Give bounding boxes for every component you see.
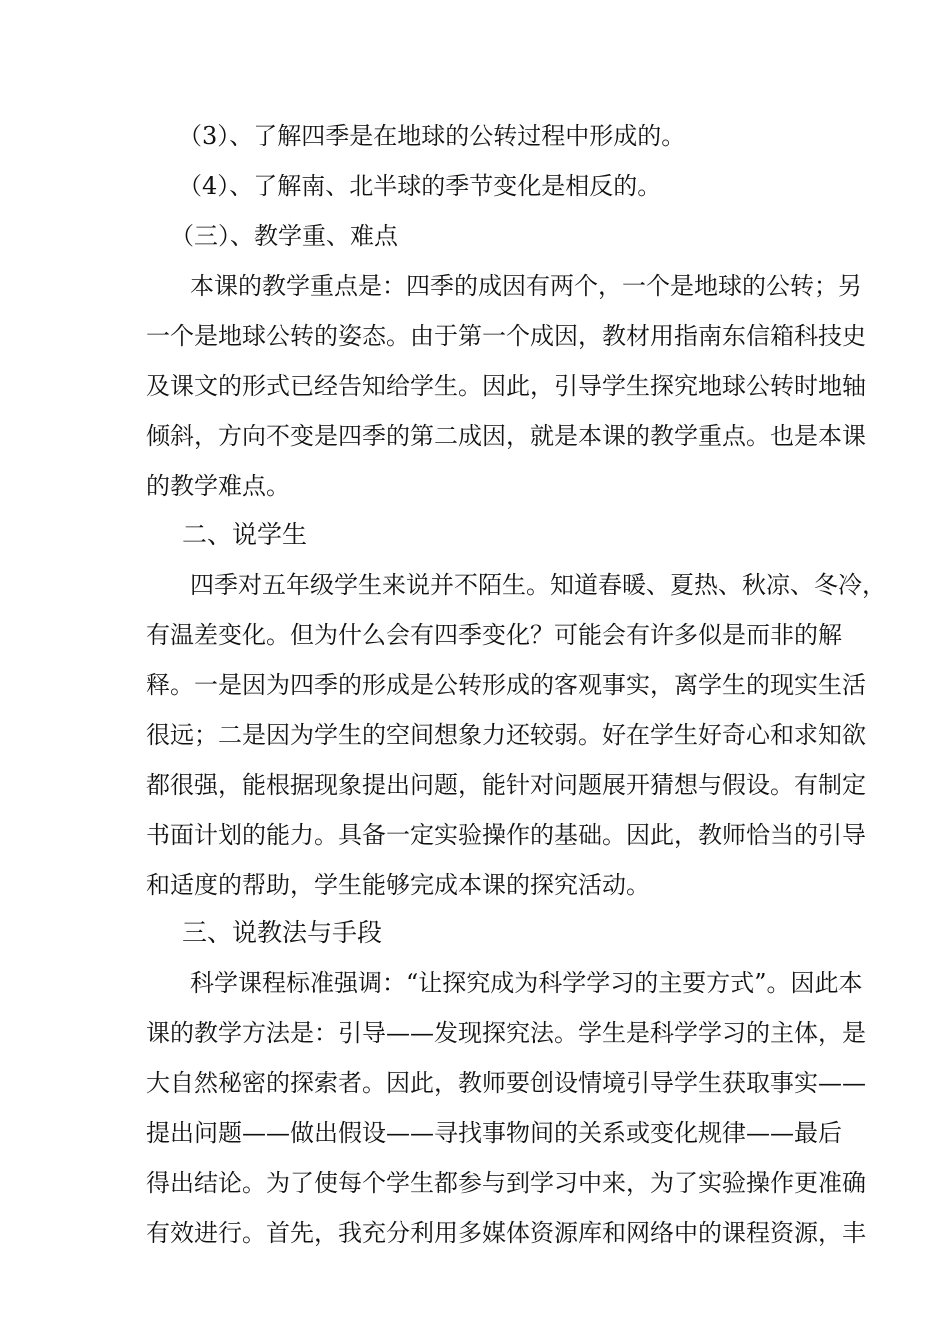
students-line: 都很强，能根据现象提出问题，能针对问题展开猜想与假设。有制定: [146, 771, 866, 799]
methods-heading: 三、说教法与手段: [182, 918, 383, 947]
methods-line: 大自然秘密的探索者。因此，教师要创设情境引导学生获取事实——: [146, 1069, 866, 1097]
students-line: 四季对五年级学生来说并不陌生。知道春暖、夏热、秋凉、冬冷，: [190, 571, 886, 599]
methods-line: 课的教学方法是：引导——发现探究法。学生是科学学习的主体，是: [146, 1019, 866, 1047]
methods-line: 得出结论。为了使每个学生都参与到学习中来，为了实验操作更准确: [146, 1169, 866, 1197]
objective-item-4: （4）、了解南、北半球的季节变化是相反的。: [178, 172, 662, 200]
students-line: 释。一是因为四季的形成是公转形成的客观事实，离学生的现实生活: [146, 671, 866, 699]
students-line: 很远；二是因为学生的空间想象力还较弱。好在学生好奇心和求知欲: [146, 721, 866, 749]
key-points-line: 及课文的形式已经告知给学生。因此，引导学生探究地球公转时地轴: [146, 372, 866, 400]
students-line: 和适度的帮助，学生能够完成本课的探究活动。: [146, 871, 650, 899]
key-points-line: 本课的教学重点是：四季的成因有两个，一个是地球的公转；另: [190, 272, 862, 300]
students-line: 有温差变化。但为什么会有四季变化？可能会有许多似是而非的解: [146, 621, 842, 649]
students-heading: 二、说学生: [182, 520, 308, 549]
key-points-line: 一个是地球公转的姿态。由于第一个成因，教材用指南东信箱科技史: [146, 322, 866, 350]
key-points-heading: （三）、教学重、难点: [170, 222, 398, 250]
methods-line: 有效进行。首先，我充分利用多媒体资源库和网络中的课程资源，丰: [146, 1219, 866, 1247]
objective-item-3: （3）、了解四季是在地球的公转过程中形成的。: [178, 122, 686, 150]
methods-line: 提出问题——做出假设——寻找事物间的关系或变化规律——最后: [146, 1119, 842, 1147]
students-line: 书面计划的能力。具备一定实验操作的基础。因此，教师恰当的引导: [146, 821, 866, 849]
methods-line: 科学课程标准强调：“让探究成为科学学习的主要方式”。因此本: [190, 969, 863, 997]
key-points-line: 的教学难点。: [146, 472, 290, 500]
key-points-line: 倾斜，方向不变是四季的第二成因，就是本课的教学重点。也是本课: [146, 422, 866, 450]
